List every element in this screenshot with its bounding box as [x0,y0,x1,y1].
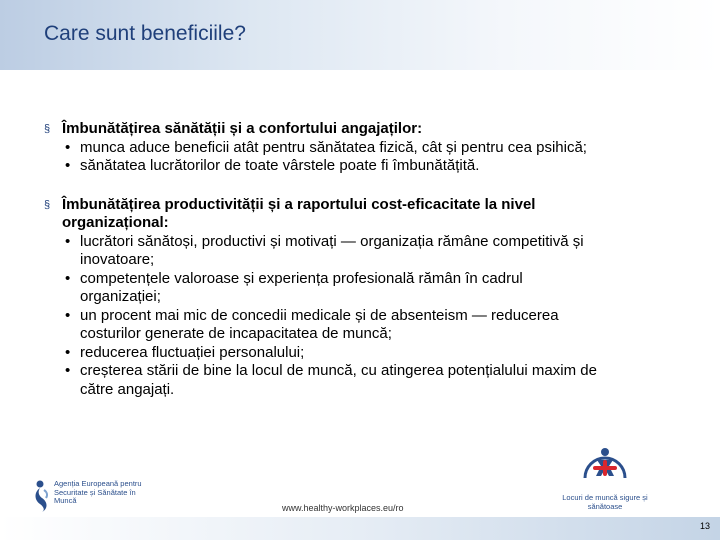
section-health [44,120,604,176]
list-item [62,362,604,399]
campaign-emblem-icon [562,442,648,492]
list-item-text: competențele valoroase și experiența profesională rămân în cadrul organizației; [80,269,523,305]
sub-list [62,233,604,400]
section-productivity [44,196,604,400]
list-item [62,270,604,307]
section-bullet: § [44,198,51,211]
campaign-logo [562,442,648,522]
section-heading: Îmbunătățirea sănătății și a confortului angajaților: [62,120,423,137]
slide-content [44,120,604,419]
list-item-text: un procent mai mic de concedii medicale și de absenteism — reducerea costurilor generate de incapacitatea de muncă; [80,306,559,342]
list-item-text: lucrători sănătoși, productivi și motivați — organizația rămâne competitivă și inovatoare; [80,232,584,268]
eu-osha-logo [32,478,142,518]
list-item-text: creșterea stării de bine la locul de muncă, cu atingerea potențialului maxim de către angajați. [80,362,597,398]
list-item [62,307,604,344]
sub-bullet: • [65,362,71,379]
org-name: Agenția Europeană pentru Securitate și Sănătate în Muncă [54,479,142,505]
sub-bullet: • [65,138,71,156]
sub-bullet: • [65,269,71,287]
list-item [62,344,604,363]
sub-bullet: • [65,306,71,324]
osha-emblem-icon [32,478,52,512]
sub-bullet: • [65,343,71,361]
campaign-url[interactable]: www.healthy-workplaces.eu/ro [282,503,404,513]
footer-bar [0,517,720,540]
section-bullet: § [44,123,51,135]
list-item-text: munca aduce beneficii atât pentru sănătatea fizică, cât și pentru cea psihică; [80,138,587,156]
list-item [62,157,604,176]
campaign-slogan: Locuri de muncă sigure și sănătoase [562,493,648,511]
list-item [62,233,604,270]
list-item-text: sănătatea lucrătorilor de toate vârstele poate fi îmbunătățită. [80,157,480,174]
sub-bullet: • [65,232,71,250]
list-item-text: reducerea fluctuației personalului; [80,343,305,361]
sub-bullet: • [65,157,71,174]
slide-title: Care sunt beneficiile? [44,22,246,45]
page-number: 13 [699,521,710,531]
section-heading: Îmbunătățirea productivității și a raportului cost-eficacitate la nivel organizațional: [62,195,536,231]
sub-list [62,139,604,176]
list-item [62,139,604,158]
